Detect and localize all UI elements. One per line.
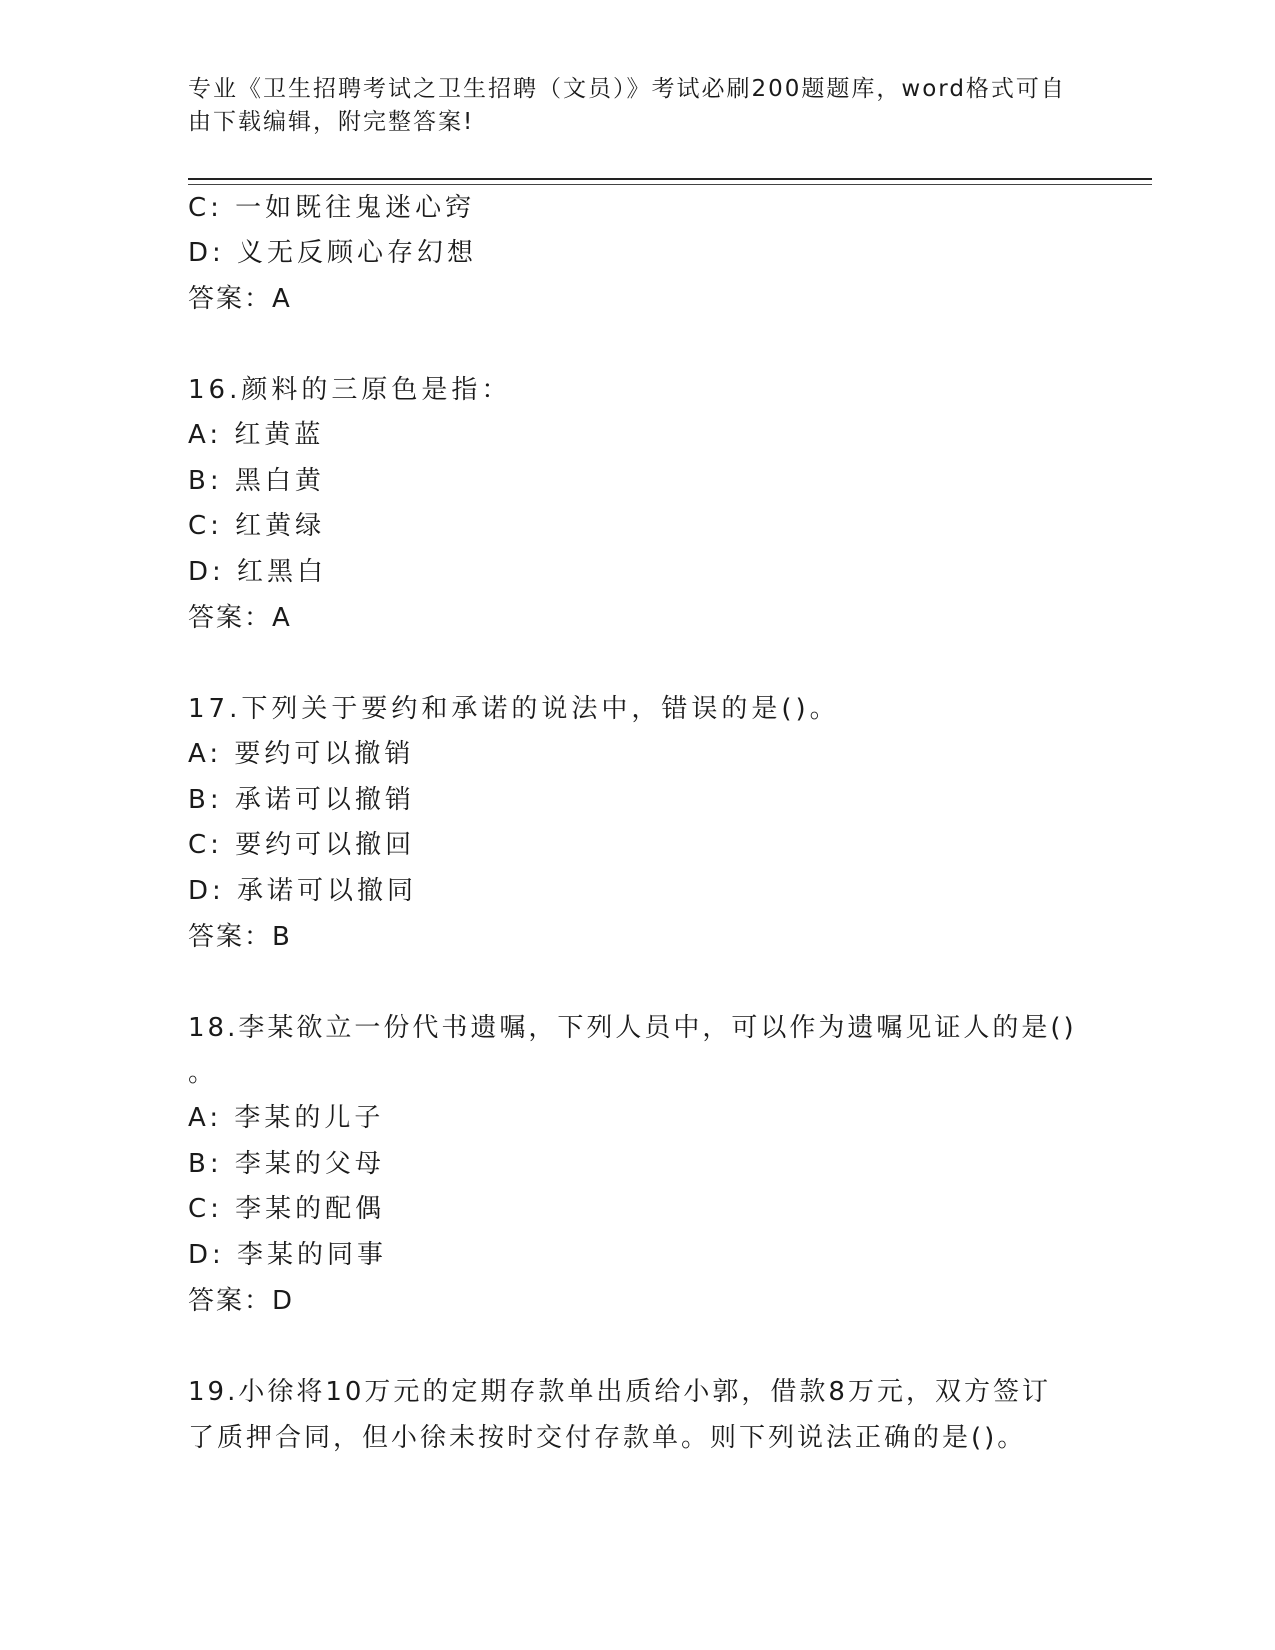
question-16-option-c: C: 红黄绿 (188, 511, 326, 541)
question-17-option-c: C: 要约可以撤回 (188, 830, 416, 860)
question-17-answer: 答案：B (188, 922, 292, 952)
header-rule-thick (188, 178, 1152, 180)
question-19-stem-continued: 了质押合同，但小徐未按时交付存款单。则下列说法正确的是()。 (188, 1423, 1027, 1453)
question-16-answer: 答案：A (188, 603, 292, 633)
document-header: 专业《卫生招聘考试之卫生招聘（文员）》考试必刷200题题库，word格式可自由下载编辑，附完整答案! (188, 76, 1066, 135)
question-18-option-c: C: 李某的配偶 (188, 1194, 386, 1224)
question-17-stem: 17.下列关于要约和承诺的说法中，错误的是()。 (188, 694, 840, 724)
question-16-option-d: D: 红黑白 (188, 557, 328, 587)
question-18-answer: 答案：D (188, 1286, 295, 1316)
question-15-option-d: D: 义无反顾心存幻想 (188, 238, 478, 268)
question-15-option-c: C: 一如既往鬼迷心窍 (188, 193, 476, 223)
question-17-option-b: B: 承诺可以撤销 (188, 785, 415, 815)
question-18-option-a: A: 李某的儿子 (188, 1103, 385, 1133)
question-17-option-d: D: 承诺可以撤同 (188, 876, 418, 906)
question-19-stem: 19.小徐将10万元的定期存款单出质给小郭，借款8万元，双方签订 (188, 1377, 1051, 1407)
question-17-option-a: A: 要约可以撤销 (188, 739, 415, 769)
question-18-option-d: D: 李某的同事 (188, 1240, 388, 1270)
question-16-option-a: A: 红黄蓝 (188, 420, 325, 450)
question-16-stem: 16.颜料的三原色是指： (188, 375, 512, 405)
question-15-answer: 答案：A (188, 284, 292, 314)
question-18-option-b: B: 李某的父母 (188, 1149, 385, 1179)
question-18-stem-continued: 。 (188, 1058, 219, 1088)
question-18-stem: 18.李某欲立一份代书遗嘱，下列人员中，可以作为遗嘱见证人的是() (188, 1013, 1077, 1043)
question-16-option-b: B: 黑白黄 (188, 466, 325, 496)
header-rule-thin (188, 184, 1152, 185)
